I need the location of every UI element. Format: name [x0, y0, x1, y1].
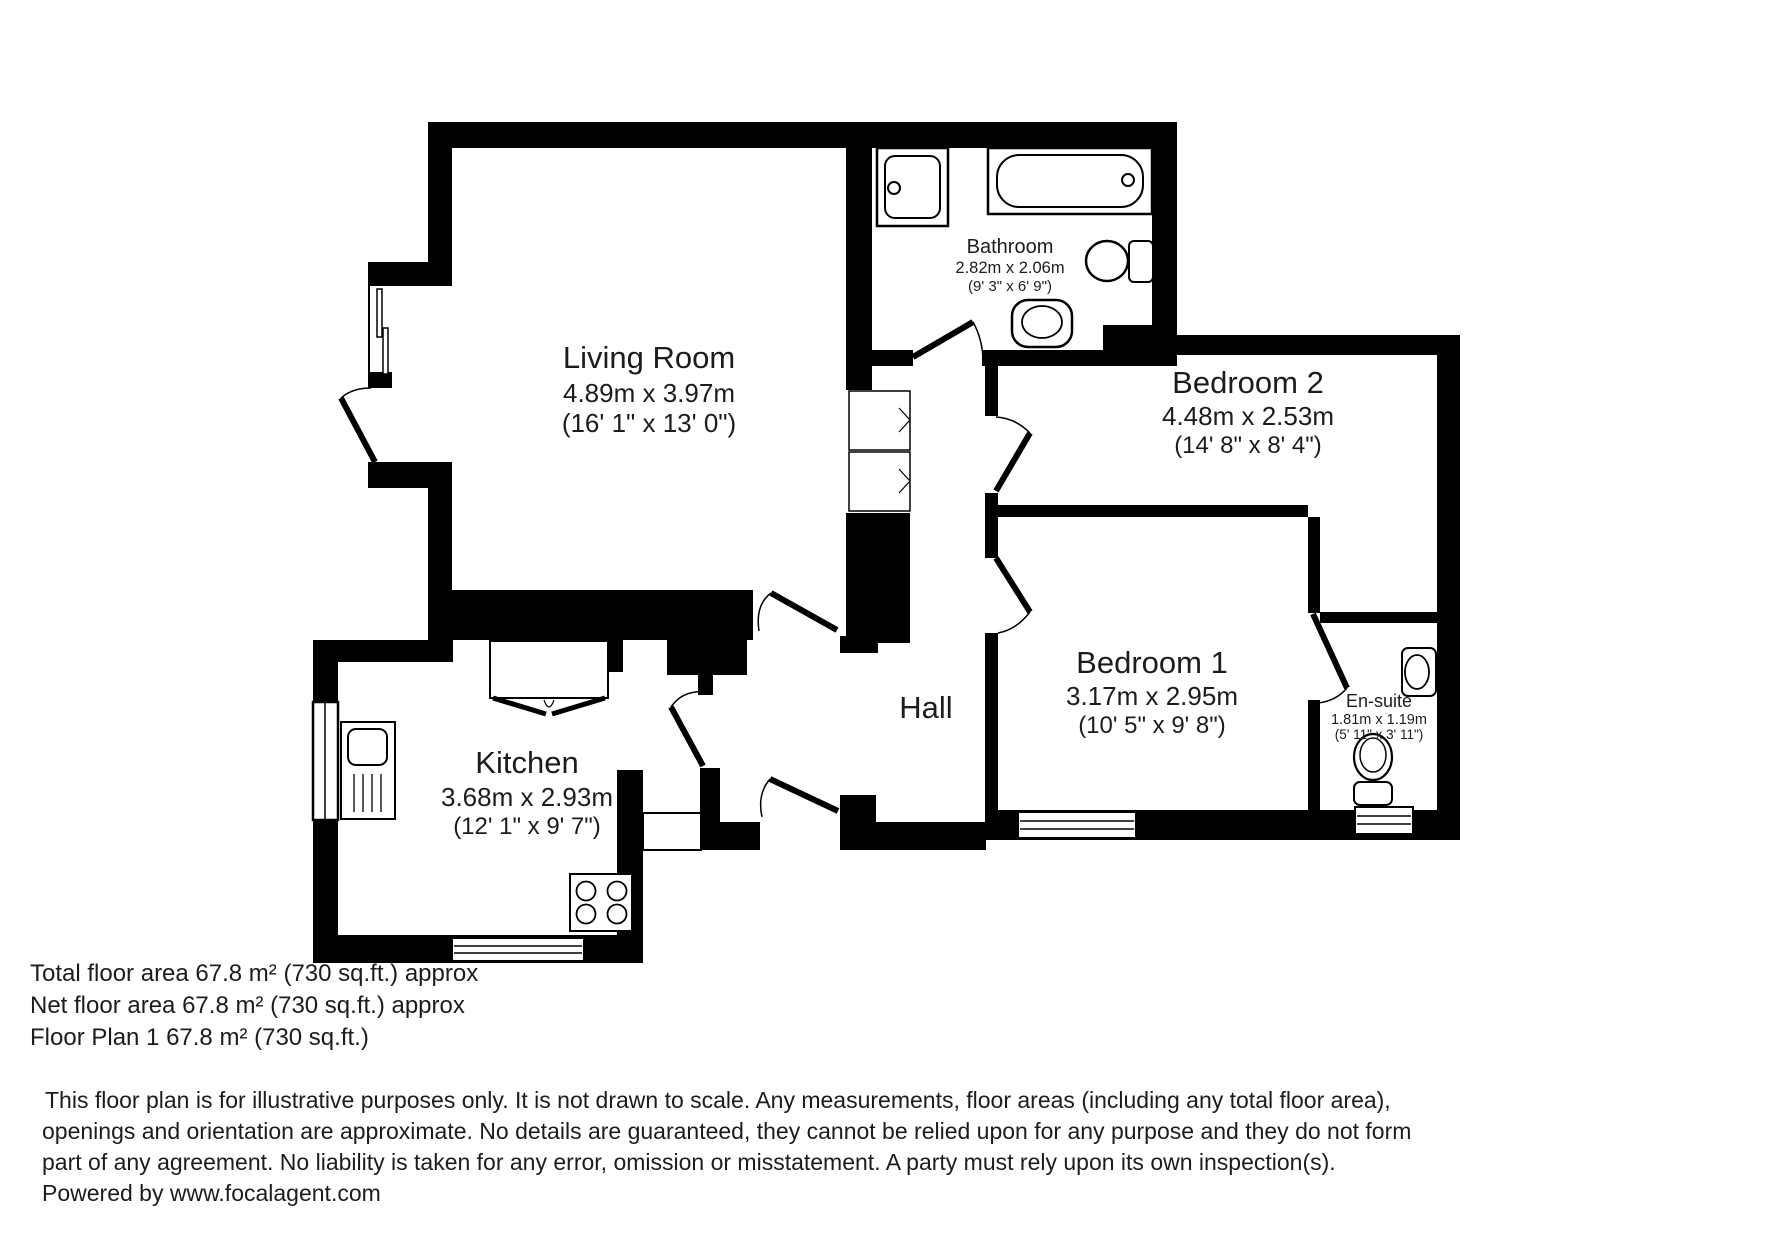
bathroom-label: [955, 236, 1064, 295]
ensuite-window: [1355, 807, 1413, 834]
kitchen-hob-icon: [570, 874, 632, 931]
shower-tray-icon: [877, 148, 948, 226]
wall: [1152, 335, 1460, 355]
bedroom1-window: [1018, 812, 1136, 838]
wall: [617, 770, 643, 963]
bathroom-metric: 2.82m x 2.06m: [955, 259, 1065, 277]
bedroom2-metric: 4.48m x 2.53m: [1162, 401, 1334, 431]
ensuite-imperial: (5' 11" x 3' 11"): [1334, 727, 1424, 742]
living-room-bay-door: [341, 388, 375, 462]
bedroom2-label: [1162, 365, 1334, 459]
footer-area-summary: [30, 960, 478, 1051]
kitchen-side-window: [313, 702, 338, 820]
bedroom1-imperial: (10' 5" x 9' 8"): [1078, 712, 1226, 739]
bedroom1-name: Bedroom 1: [1076, 645, 1228, 680]
wall: [998, 505, 1308, 517]
hall-folding-doors: [849, 391, 910, 511]
kitchen-label: [441, 745, 613, 840]
wall: [1437, 335, 1460, 840]
living-room-door: [758, 593, 837, 631]
bathroom-door: [913, 322, 983, 362]
wall: [840, 822, 986, 850]
wall: [985, 366, 998, 416]
wall: [846, 513, 910, 643]
wall: [700, 822, 760, 850]
bathroom-imperial: (9' 3" x 6' 9"): [968, 278, 1052, 295]
bedroom1-door: [996, 558, 1030, 633]
wall: [840, 795, 876, 823]
ensuite-metric: 1.81m x 1.19m: [1331, 712, 1427, 728]
wall: [840, 636, 878, 653]
kitchen-metric: 3.68m x 2.93m: [441, 782, 613, 812]
bathroom-toilet-icon: [1086, 241, 1153, 282]
kitchen-cupboard: [490, 641, 608, 714]
floor-plan-area-text: Floor Plan 1 67.8 m² (730 sq.ft.): [30, 1024, 369, 1051]
living-room-imperial: (16' 1" x 13' 0"): [561, 408, 737, 438]
wall: [1320, 612, 1437, 623]
bedroom1-metric: 3.17m x 2.95m: [1066, 681, 1238, 711]
bathroom-name: Bathroom: [966, 236, 1054, 258]
living-room-metric: 4.89m x 3.97m: [563, 378, 735, 408]
kitchen-imperial: (12' 1" x 9' 7"): [453, 813, 601, 840]
bedroom2-name: Bedroom 2: [1172, 365, 1324, 400]
wall: [985, 493, 998, 558]
ensuite-toilet-icon: [1354, 734, 1392, 805]
bathroom-basin-icon: [1012, 300, 1072, 347]
wall: [368, 262, 452, 286]
wall: [428, 122, 1177, 148]
disclaimer-line-1: This floor plan is for illustrative purposes only. It is not drawn to scale. Any measurements, floor areas (including any total floor area),: [45, 1087, 1391, 1113]
disclaimer-line-4: Powered by www.focalagent.com: [42, 1180, 381, 1206]
wall: [1308, 700, 1320, 812]
hall-label: [899, 690, 952, 725]
bedroom2-door: [996, 417, 1030, 491]
wall: [428, 122, 452, 268]
wall: [428, 590, 753, 640]
bedroom2-imperial: (14' 8" x 8' 4"): [1174, 432, 1322, 459]
wall: [608, 640, 623, 672]
wall: [1152, 122, 1177, 366]
net-floor-area-text: Net floor area 67.8 m² (730 sq.ft.) approx: [30, 992, 465, 1019]
total-floor-area-text: Total floor area 67.8 m² (730 sq.ft.) approx: [30, 960, 479, 987]
disclaimer-line-3: part of any agreement. No liability is taken for any error, omission or misstatement. A party must rely upon its own inspection(s).: [42, 1149, 1336, 1175]
room-labels: [441, 236, 1427, 840]
disclaimer: [42, 1087, 1411, 1206]
bedroom1-label: [1066, 645, 1238, 739]
kitchen-name: Kitchen: [475, 745, 579, 780]
bathtub-icon: [988, 148, 1152, 214]
disclaimer-line-2: openings and orientation are approximate. No details are guaranteed, they cannot be relied upon for any purpose and they do not form: [42, 1118, 1412, 1144]
ensuite-name: En-suite: [1345, 691, 1413, 711]
wall: [846, 350, 913, 366]
porch-notch: [643, 813, 701, 850]
wall: [985, 633, 998, 840]
wall: [313, 652, 338, 702]
wall: [667, 640, 747, 675]
wall: [846, 122, 872, 390]
kitchen-bottom-window: [452, 938, 584, 961]
ensuite-basin-icon: [1402, 648, 1436, 696]
ensuite-door: [1313, 614, 1347, 703]
wall: [982, 350, 1103, 366]
kitchen-door: [671, 692, 708, 766]
living-room-label: [562, 340, 736, 438]
kitchen-sink-icon: [341, 722, 395, 819]
living-room-name: Living Room: [562, 340, 736, 375]
entrance-door: [761, 779, 838, 817]
ensuite-label: [1331, 691, 1427, 742]
hall-name: Hall: [899, 690, 953, 725]
wall: [1308, 517, 1320, 613]
